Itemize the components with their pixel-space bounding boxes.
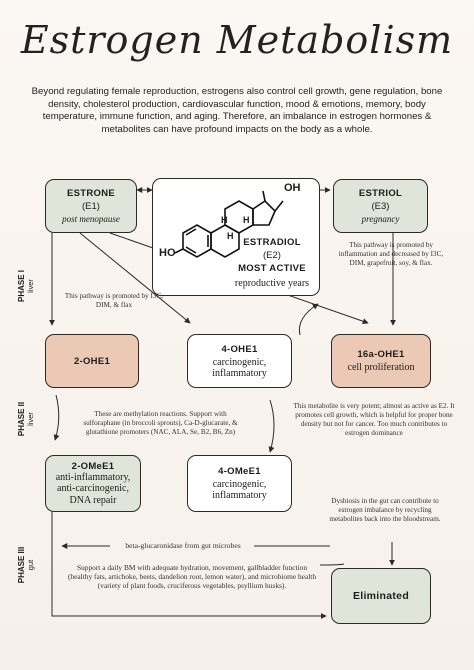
estradiol-code: (E2) [263, 250, 281, 261]
2-omee1-name: 2-OMeE1 [71, 460, 115, 472]
2-ohe1-name: 2-OHE1 [73, 355, 111, 367]
estrone-box [45, 179, 137, 233]
glucuronidase-label: beta-glucaronidase from gut microbes [125, 541, 241, 550]
estriol-note: pregnancy [361, 214, 400, 224]
phase-2-label: PHASE II liver [17, 401, 35, 437]
16a-ohe1-box [331, 334, 431, 388]
phase-1-label: PHASE I liver [17, 270, 35, 303]
estriol-box [333, 179, 428, 233]
estradiol-oh-label: OH [284, 182, 301, 194]
4-ohe1-box [187, 334, 292, 388]
estrone-code: (E1) [82, 201, 100, 212]
4-omee1-box [187, 455, 292, 512]
estradiol-box [152, 178, 320, 296]
eliminated-box [331, 568, 431, 624]
2-omee1-box [45, 455, 141, 512]
estrone-name: ESTRONE [66, 188, 116, 199]
2-ohe1-box [45, 334, 139, 388]
estrone-pathway-note: This pathway is promoted by I3C, DIM, & flax [64, 292, 164, 309]
phase-3-label: PHASE III gut [17, 546, 35, 584]
potency-note: This metabolite is very potent; almost as active as E2. It promotes cell growth, which is helpful for proper bone density but not for cancer. Too much contributes to estrogen dominance [293, 402, 455, 437]
4-omee1-desc: carcinogenic, inflammatory [212, 479, 267, 501]
estradiol-ho-label: HO [159, 247, 176, 259]
methylation-note: These are methylation reactions. Support with sulforaphane (in broccoli sprouts), Ca-D-glucarate, & glutathione promoters (NAC, ALA, Se, B2, B6, Zn) [83, 410, 238, 436]
eliminated-name: Eliminated [352, 590, 410, 602]
estriol-code: (E3) [371, 201, 390, 212]
estradiol-note: reproductive years [234, 278, 310, 289]
estradiol-tag: MOST ACTIVE [238, 263, 306, 274]
estrone-note: post menopause [62, 214, 120, 224]
dysbiosis-note: Dysbiosis in the gut can contribute to estrogen imbalance by recycling metabolites back into the bloodstream. [329, 497, 441, 523]
intro-paragraph: Beyond regulating female reproduction, estrogens also control cell growth, gene regulation, bone density, cholesterol production, cardiovascular function, mood & emotions, memory, body temperature, immune function, and aging. Therefore, an imbalance in estrogen hormones & metabolites can have profound impacts on the body as a whole. [31, 86, 443, 135]
page-title: Estrogen Metabolism [20, 18, 454, 62]
phase3-support-note: Support a daily BM with adequate hydration, movement, gallbladder function (healthy fats, artichoke, beets, dandelion root, lemon water), and microbiome health (variety of plant foods, cruciferous vegetables, psyllium husks). [67, 563, 317, 590]
4-ohe1-name: 4-OHE1 [221, 343, 258, 355]
estriol-pathway-note: This pathway is promoted by inflammation and decreased by I3C, DIM, grapefruit, soy, & flax. [338, 241, 444, 267]
16a-ohe1-desc: cell proliferation [347, 362, 415, 373]
estriol-name: ESTRIOL [358, 188, 403, 199]
estradiol-h-label: H [221, 215, 228, 225]
4-ohe1-desc: carcinogenic, inflammatory [212, 356, 267, 379]
estradiol-name: ESTRADIOL [243, 237, 301, 248]
4-omee1-name: 4-OMeE1 [218, 466, 261, 477]
2-omee1-desc: anti-inflammatory, anti-carcinogenic, DNA repair [55, 471, 131, 506]
estradiol-h-label: H [243, 215, 250, 225]
estradiol-h-label: H [227, 231, 234, 241]
16a-ohe1-name: 16a-OHE1 [357, 349, 405, 360]
